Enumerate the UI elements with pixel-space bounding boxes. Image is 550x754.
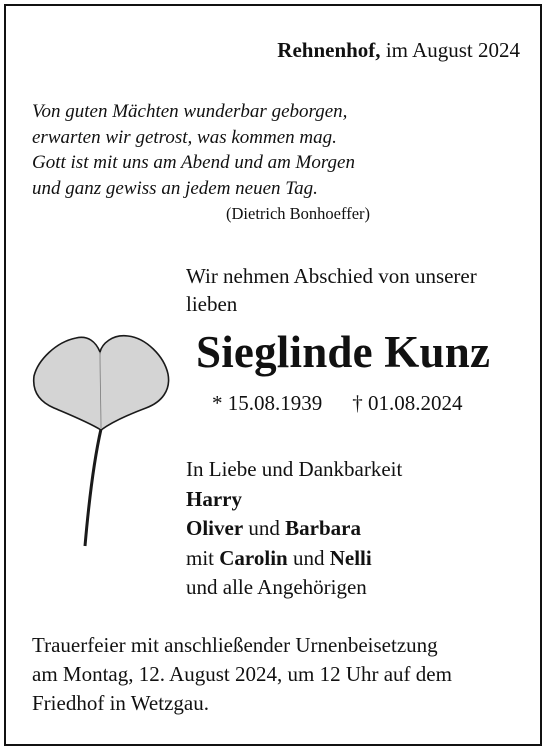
ginkgo-leaf-icon (30, 330, 170, 550)
connector: und (287, 545, 330, 570)
connector: mit (186, 545, 220, 570)
service-line: Trauerfeier mit anschließender Urnenbeisetzung (32, 633, 438, 657)
family-block (186, 455, 402, 603)
intro-line: Wir nehmen Abschied von unserer (186, 264, 477, 288)
poem-line: Von guten Mächten wunderbar geborgen, (32, 101, 348, 122)
poem-line: Gott ist mit uns am Abend und am Morgen (32, 152, 355, 173)
deceased-name: Sieglinde Kunz (196, 327, 491, 377)
name-barbara: Barbara (285, 516, 361, 540)
date: im August 2024 (380, 38, 520, 62)
birth-date: * 15.08.1939 (212, 391, 323, 415)
family-relatives: und alle Angehörigen (186, 575, 367, 599)
family-intro: In Liebe und Dankbarkeit (186, 457, 403, 481)
connector: und (243, 516, 286, 540)
service-line: Friedhof in Wetzgau. (32, 691, 209, 715)
death-date: † 01.08.2024 (352, 391, 463, 415)
poem-author: (Dietrich Bonhoeffer) (226, 204, 371, 223)
place: Rehnenhof, (277, 38, 381, 62)
poem-line: und ganz gewiss an jedem neuen Tag. (32, 177, 318, 199)
intro-line: lieben (186, 292, 238, 316)
family-line-oliver-barbara (186, 514, 402, 544)
name-nelli: Nelli (329, 545, 372, 570)
intro-text (186, 262, 477, 318)
family-harry: Harry (186, 486, 242, 511)
poem-line: erwarten wir getrost, was kommen mag. (32, 126, 337, 148)
poem (32, 99, 355, 201)
name-carolin: Carolin (219, 545, 288, 570)
service-line: am Montag, 12. August 2024, um 12 Uhr auf dem (32, 662, 452, 686)
life-dates (212, 391, 463, 416)
family-line-grandchildren (186, 544, 402, 574)
place-date (277, 38, 520, 63)
service-info (32, 631, 452, 718)
leaf-stem (85, 429, 101, 546)
name-oliver: Oliver (186, 516, 244, 540)
